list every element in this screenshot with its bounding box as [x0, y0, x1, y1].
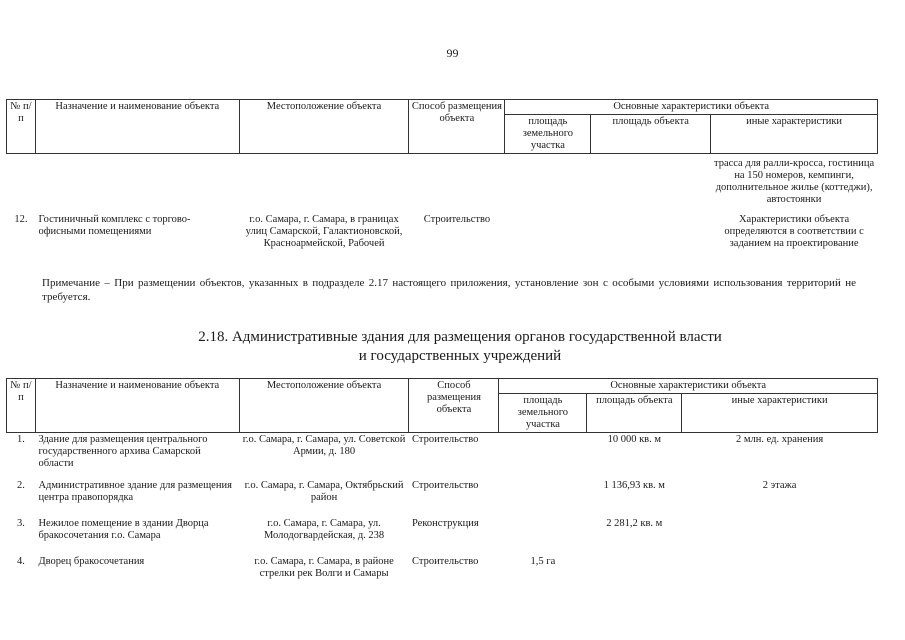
section-title: [140, 328, 780, 366]
row-object-area: [591, 213, 711, 251]
row-method: Строительство: [411, 434, 479, 445]
note-paragraph: Примечание – При размещении объектов, указанных в подразделе 2.17 настоящего приложения, установление зон с особыми условиями использования территорий не требуется.: [42, 277, 856, 303]
row-land-area: [505, 213, 591, 251]
table-header-row: [7, 379, 878, 394]
row-name: Нежилое помещение в здании Дворца бракосочетания г.о. Самара: [38, 517, 209, 541]
row-location: г.о. Самара, г. Самара, в районе стрелки рек Волги и Самары: [254, 555, 394, 579]
header-method: Способ размещения объекта: [409, 100, 505, 154]
page-number: 99: [446, 46, 459, 60]
row-object-area: 1 136,93 кв. м: [603, 479, 665, 491]
row-num: 2.: [17, 479, 25, 491]
row-object-area: [587, 555, 682, 581]
row-num: 1.: [17, 434, 25, 445]
header-object-area: площадь объекта: [587, 394, 682, 433]
header-land-area: площадь земельного участка: [499, 394, 587, 433]
row-method: Строительство: [423, 214, 491, 225]
table-row: [7, 555, 878, 581]
table-row: [7, 154, 878, 214]
row-location: г.о. Самара, г. Самара, в границах улиц Самарской, Галактионовской, Красноармейской, Рабочей: [245, 214, 403, 249]
objects-table-2-18: [6, 378, 878, 581]
header-land-area: площадь земельного участка: [505, 115, 591, 154]
row-method: Строительство: [411, 479, 479, 491]
table-row: [7, 479, 878, 517]
row-other: [682, 555, 878, 581]
row-num: 12.: [14, 214, 28, 225]
objects-table-continuation: [6, 99, 878, 251]
header-name: Назначение и наименование объекта: [35, 379, 239, 433]
header-num: № п/п: [7, 379, 36, 433]
section-title-line2: и государственных учреждений: [358, 348, 562, 364]
row-land-area: [499, 517, 587, 555]
header-object-area: площадь объекта: [591, 115, 711, 154]
row-name: Административное здание для размещения центра правопорядка: [38, 479, 232, 503]
row-other: Характеристики объекта определяются в соответствии с заданием на проектирование: [724, 214, 864, 249]
continuation-other-cell: трасса для ралли-кросса, гостиница на 150 номеров, кемпинги, дополнительное жилье (коттеджи), автостоянки: [713, 158, 875, 205]
header-name: Назначение и наименование объекта: [35, 100, 239, 154]
row-other: [682, 517, 878, 555]
row-object-area: 10 000 кв. м: [607, 434, 662, 445]
header-other: иные характеристики: [682, 394, 878, 433]
table-row: [7, 517, 878, 555]
row-other: 2 млн. ед. хранения: [735, 434, 824, 445]
row-name: Здание для размещения центрального государственного архива Самарской области: [38, 434, 208, 469]
header-other: иные характеристики: [711, 115, 878, 154]
table-row: [7, 213, 878, 251]
row-num: 4.: [17, 555, 25, 567]
header-characteristics: Основные характеристики объекта: [505, 100, 878, 115]
header-location: Местоположение объекта: [239, 100, 409, 154]
row-name: Гостиничный комплекс с торгово-офисными помещениями: [38, 214, 191, 237]
header-location: Местоположение объекта: [239, 379, 409, 433]
row-location: г.о. Самара, г. Самара, ул. Молодогвардейская, д. 238: [263, 517, 385, 541]
section-title-line1: 2.18. Административные здания для размещения органов государственной власти: [198, 329, 722, 345]
row-land-area: [499, 433, 587, 479]
row-method: Строительство: [411, 555, 479, 567]
row-land-area: [499, 479, 587, 517]
row-location: г.о. Самара, г. Самара, Октябрьский район: [244, 479, 404, 503]
row-other: 2 этажа: [762, 479, 797, 491]
header-num: № п/п: [7, 100, 36, 154]
row-object-area: 2 281,2 кв. м: [606, 517, 663, 529]
header-characteristics: Основные характеристики объекта: [499, 379, 878, 394]
table-header-row: [7, 100, 878, 115]
row-num: 3.: [17, 517, 25, 529]
header-method: Способ размещения объекта: [409, 379, 499, 433]
row-method: Реконструкция: [411, 517, 479, 529]
row-name: Дворец бракосочетания: [38, 555, 145, 567]
row-land-area: 1,5 га: [530, 555, 556, 567]
row-location: г.о. Самара, г. Самара, ул. Советской Армии, д. 180: [242, 434, 406, 457]
table-row: [7, 433, 878, 479]
